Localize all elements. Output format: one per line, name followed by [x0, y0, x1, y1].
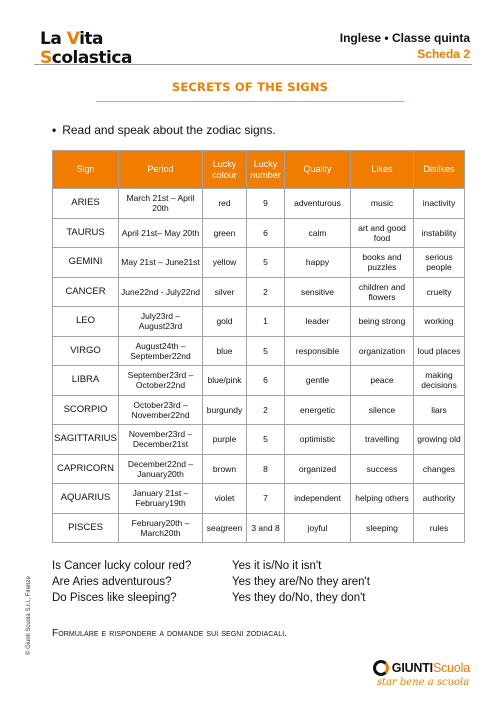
table-row [53, 425, 465, 455]
table-cell: 5 [247, 248, 285, 278]
sign-cell: SCORPIO [53, 395, 119, 425]
magazine-logo [40, 30, 132, 68]
table-cell: February20th – March20th [119, 513, 203, 543]
sign-cell: CAPRICORN [53, 454, 119, 484]
table-cell: peace [351, 366, 414, 396]
qa-row [52, 558, 370, 574]
table-cell: 5 [247, 425, 285, 455]
qa-section [52, 558, 370, 606]
table-cell: cruelty [414, 277, 465, 307]
sign-cell: ARIES [53, 189, 119, 219]
table-cell: burgundy [203, 395, 247, 425]
qa-row [52, 574, 370, 590]
table-cell: yellow [203, 248, 247, 278]
table-cell: 6 [247, 218, 285, 248]
answer-text: Yes it is/No it isn't [232, 560, 322, 572]
table-row [53, 513, 465, 543]
table-cell: March 21st – April 20th [119, 189, 203, 219]
table-cell: sleeping [351, 513, 414, 543]
table-cell: September23rd – October22nd [119, 366, 203, 396]
table-row [53, 484, 465, 514]
table-cell: adventurous [285, 189, 351, 219]
table-cell: travelling [351, 425, 414, 455]
table-cell: July23rd – August23rd [119, 307, 203, 337]
table-row [53, 189, 465, 219]
page-title: SECRETS OF THE SIGNS [171, 80, 329, 94]
table-cell: October23rd – November22nd [119, 395, 203, 425]
table-cell: gentle [285, 366, 351, 396]
brand-suffix: Scuola [432, 661, 470, 675]
table-cell: 5 [247, 336, 285, 366]
sign-cell: SAGITTARIUS [53, 425, 119, 455]
table-row [53, 248, 465, 278]
logo-text: La [40, 29, 67, 49]
table-body [53, 189, 465, 543]
question-text: Do Pisces like sleeping? [52, 592, 177, 604]
table-cell: music [351, 189, 414, 219]
table-cell: helping others [351, 484, 414, 514]
table-cell: silver [203, 277, 247, 307]
table-cell: growing old [414, 425, 465, 455]
table-cell: making decisions [414, 366, 465, 396]
table-cell: blue [203, 336, 247, 366]
column-header: Period [119, 151, 203, 189]
table-cell: joyful [285, 513, 351, 543]
question-text: Are Aries adventurous? [52, 576, 172, 588]
table-cell: energetic [285, 395, 351, 425]
column-header: Quality [285, 151, 351, 189]
table-cell: leader [285, 307, 351, 337]
publisher-brand [373, 660, 470, 676]
sign-cell: LIBRA [53, 366, 119, 396]
table-row [53, 307, 465, 337]
table-cell: August24th – September22nd [119, 336, 203, 366]
bullet-icon: • [52, 123, 57, 137]
sheet-label: Scheda 2 [417, 47, 470, 61]
sign-cell: LEO [53, 307, 119, 337]
table-cell: serious people [414, 248, 465, 278]
table-cell: April 21st– May 20th [119, 218, 203, 248]
instruction [52, 123, 276, 137]
table-cell: 3 and 8 [247, 513, 285, 543]
header-info [340, 30, 470, 62]
table-cell: seagreen [203, 513, 247, 543]
table-cell: December22nd – January20th [119, 454, 203, 484]
table-row [53, 366, 465, 396]
column-header: Lucky number [247, 151, 285, 189]
table-cell: 9 [247, 189, 285, 219]
table-cell: sensitive [285, 277, 351, 307]
column-header: Sign [53, 151, 119, 189]
table-cell: organized [285, 454, 351, 484]
instruction-text: Read and speak about the zodiac signs. [62, 123, 276, 137]
table-cell: gold [203, 307, 247, 337]
logo-line-1 [40, 30, 132, 49]
sign-cell: AQUARIUS [53, 484, 119, 514]
brand-name: GIUNTI [391, 661, 433, 675]
table-cell: working [414, 307, 465, 337]
table-cell: success [351, 454, 414, 484]
sign-cell: VIRGO [53, 336, 119, 366]
sign-cell: CANCER [53, 277, 119, 307]
answer-text: Yes they are/No they aren't [232, 576, 370, 588]
table-cell: red [203, 189, 247, 219]
table-cell: blue/pink [203, 366, 247, 396]
column-header: Dislikes [414, 151, 465, 189]
subject-label: Inglese • Classe quinta [339, 31, 470, 45]
table-cell: silence [351, 395, 414, 425]
table-cell: 1 [247, 307, 285, 337]
table-cell: 7 [247, 484, 285, 514]
logo-text: ita [79, 29, 104, 49]
table-cell: June22nd - July22nd [119, 277, 203, 307]
table-row [53, 218, 465, 248]
table-cell: organization [351, 336, 414, 366]
table-cell: optimistic [285, 425, 351, 455]
table-row [53, 336, 465, 366]
table-cell: happy [285, 248, 351, 278]
table-cell: January 21st – February19th [119, 484, 203, 514]
table-row [53, 277, 465, 307]
table-row [53, 454, 465, 484]
table-cell: authority [414, 484, 465, 514]
header-divider [34, 64, 472, 65]
table-cell: art and good food [351, 218, 414, 248]
logo-text: colastica [51, 48, 132, 68]
table-cell: violet [203, 484, 247, 514]
sign-cell: TAURUS [53, 218, 119, 248]
table-cell: calm [285, 218, 351, 248]
table-cell: brown [203, 454, 247, 484]
qa-row [52, 590, 370, 606]
copyright-notice: © Giunti Scuola S.r.l., Firenze [26, 576, 32, 655]
table-cell: children and flowers [351, 277, 414, 307]
table-cell: purple [203, 425, 247, 455]
logo-line-2 [40, 49, 132, 68]
table-cell: inactivity [414, 189, 465, 219]
table-header-row [53, 151, 465, 189]
publisher-logo [373, 660, 470, 688]
table-cell: independent [285, 484, 351, 514]
logo-accent: V [66, 29, 80, 49]
task-instruction: Formulare e rispondere a domande sui segni zodiacali. [52, 628, 288, 639]
table-cell: rules [414, 513, 465, 543]
table-row [53, 395, 465, 425]
table-cell: liars [414, 395, 465, 425]
table-cell: books and puzzles [351, 248, 414, 278]
table-cell: instability [414, 218, 465, 248]
column-header: Likes [351, 151, 414, 189]
table-cell: 6 [247, 366, 285, 396]
title-divider [96, 101, 404, 102]
table-cell: loud places [414, 336, 465, 366]
table-cell: green [203, 218, 247, 248]
column-header: Lucky colour [203, 151, 247, 189]
table-cell: responsible [285, 336, 351, 366]
logo-accent: S [40, 48, 52, 68]
table-cell: May 21st – June21st [119, 248, 203, 278]
table-cell: November23rd – December21st [119, 425, 203, 455]
giunti-logo-icon [373, 660, 389, 676]
publisher-slogan: star bene a scuola [376, 677, 470, 688]
table-cell: changes [414, 454, 465, 484]
table-cell: 2 [247, 395, 285, 425]
zodiac-table [52, 150, 465, 543]
table-cell: 2 [247, 277, 285, 307]
sign-cell: PISCES [53, 513, 119, 543]
question-text: Is Cancer lucky colour red? [52, 560, 192, 572]
table-cell: being strong [351, 307, 414, 337]
answer-text: Yes they do/No, they don't [232, 592, 366, 604]
sign-cell: GEMINI [53, 248, 119, 278]
table-cell: 8 [247, 454, 285, 484]
